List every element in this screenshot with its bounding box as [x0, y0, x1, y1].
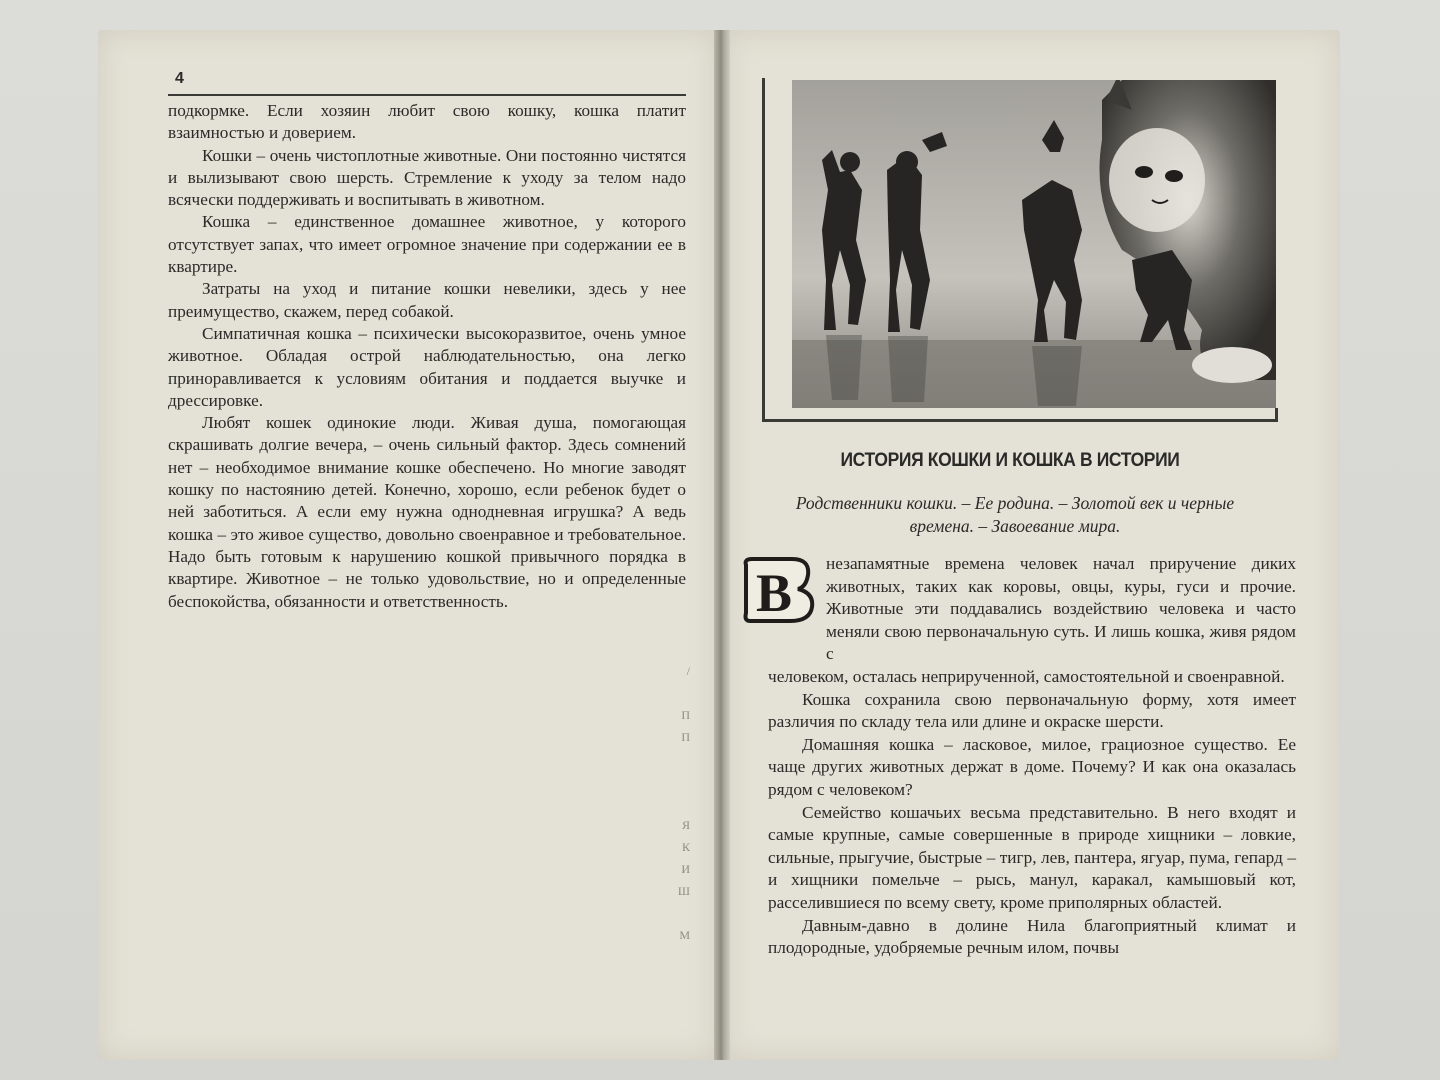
margin-mark: /: [686, 664, 690, 678]
paragraph: Давным-давно в долине Нила благоприятный климат и плодородные, удобряемые речным илом, почвы: [768, 915, 1296, 958]
section-title: ИСТОРИЯ КОШКИ И КОШКА В ИСТОРИИ: [840, 450, 1180, 471]
paragraph: Домашняя кошка – ласковое, милое, грациозное существо. Ее чаще других животных держат в доме. Почему? И как она оказалась рядом с человеком?: [768, 734, 1296, 799]
margin-mark: Я: [681, 818, 690, 832]
margin-mark: И: [681, 862, 690, 876]
bleed-through-marks: [660, 660, 690, 946]
drop-cap-text: В: [756, 563, 793, 623]
illustration-frame: [762, 78, 1282, 430]
paragraph: человеком, осталась неприрученной, самостоятельной и своенравной.: [768, 667, 1285, 686]
paragraph: Симпатичная кошка – психически высокоразвитое, очень умное животное. Обладая острой наблюдательностью, она легко приноравливается к условиям обитания и поддается выучке и дрессировке.: [168, 323, 686, 410]
margin-mark: М: [679, 928, 690, 942]
paragraph: Семейство кошачьих весьма представительно. В него входят и самые крупные, самые совершенные в природе хищники – ловкие, сильные, прыгучие, быстрые – тигр, лев, пантера, ягуар, пума, гепард – и хищники помельче – рысь, манул, каракал, камышовый кот, расселившиеся по всему свету, кроме приполярных областей.: [768, 802, 1296, 912]
left-page-text: [168, 100, 686, 613]
header-rule: [168, 94, 686, 96]
paragraph: Кошка сохранила свою первоначальную форму, хотя имеет различия по складу тела или длине и окраске шерсти.: [768, 689, 1296, 732]
first-paragraph: [768, 553, 1296, 666]
paragraph: Кошки – очень чистоплотные животные. Они постоянно чистятся и вылизывают свою шерсть. Стремление к уходу за телом надо всячески поддерживать и воспитывать в животном.: [168, 145, 686, 210]
kitten-photo-image: [792, 80, 1276, 408]
paragraph: Кошка – единственное домашнее животное, у которого отсутствует запах, что имеет огромное значение при содержании ее в квартире.: [168, 212, 686, 277]
margin-mark: Ш: [677, 884, 690, 898]
paragraph: Затраты на уход и питание кошки невелики, здесь у нее преимущество, скажем, перед собакой.: [168, 279, 686, 321]
paragraph: Любят кошек одинокие люди. Живая душа, помогающая скрашивать долгие вечера, – очень сильный фактор. Здесь сомнений нет – необходимое внимание кошке обеспечено. Но многие заводят кошку по настоянию детей. Конечно, хорошо, если ребенок будет о ней заботиться. А если ему нужна однодневная игрушка? А ведь кошка – это живое существо, довольно своенравное и требовательное. Надо быть готовым к нарушению кошкой привычного порядка в квартире. Животное – не только удовольствие, но и определенные беспокойства, обязанности и ответственность.: [168, 413, 686, 611]
chapter-subtitle: Родственники кошки. – Ее родина. – Золотой век и черные времена. – Завоевание мира.: [795, 493, 1235, 536]
right-page-text: [768, 666, 1296, 960]
paragraph: подкормке. Если хозяин любит свою кошку, кошка платит взаимностью и доверием.: [168, 101, 686, 143]
page-number: 4: [175, 70, 184, 87]
margin-mark: П: [681, 708, 690, 722]
margin-mark: К: [681, 840, 690, 854]
first-paragraph-lines: незапамятные времена человек начал приручение диких животных, таких как коровы, овцы, куры, гуси и прочие. Животные эти поддавались воздействию человека и часто меняли свою первоначальную суть. И лишь кошка, живя рядом с: [826, 554, 1296, 664]
book-gutter: [714, 30, 730, 1060]
margin-mark: П: [681, 730, 690, 744]
